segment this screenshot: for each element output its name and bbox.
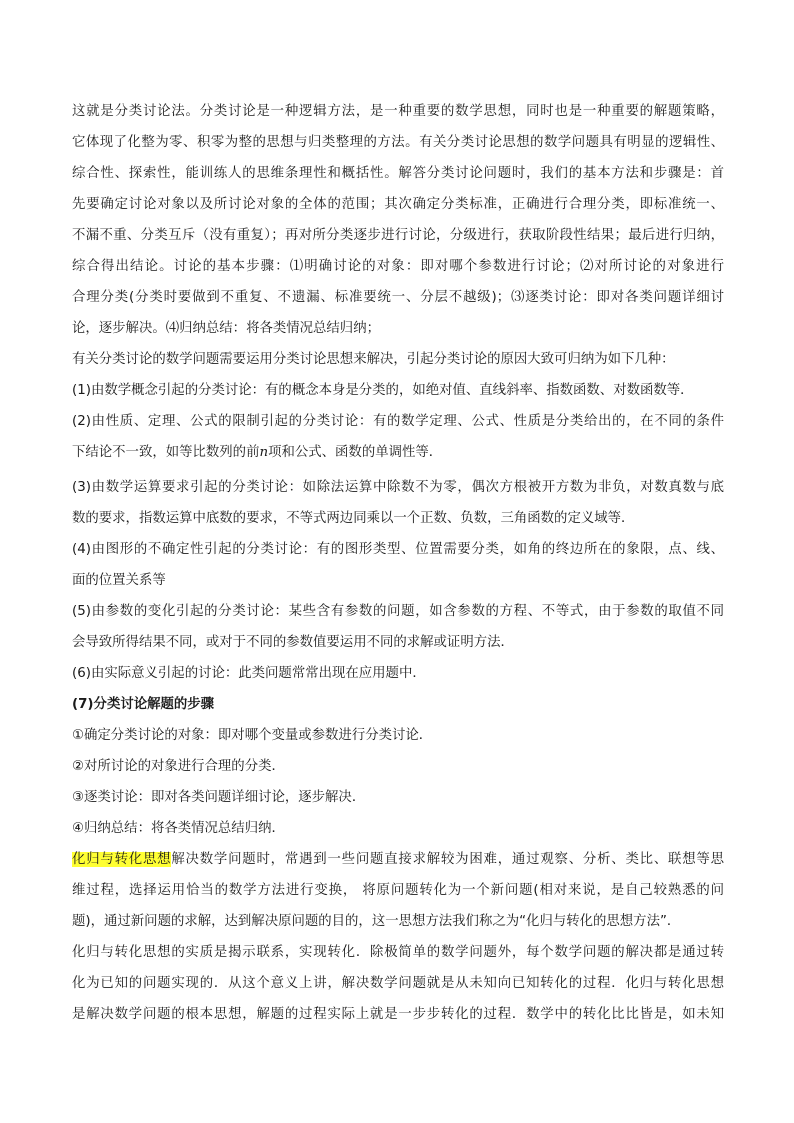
cause-2-line-2 <box>72 444 724 462</box>
highlighted-term: 化归与转化思想 <box>72 852 172 867</box>
cause-1: (1)由数学概念引起的分类讨论：有的概念本身是分类的，如绝对值、直线斜率、指数函数、对数函数等． <box>72 383 694 398</box>
step-2: ②对所讨论的对象进行合理的分类． <box>72 759 285 774</box>
essence-line: 化归与转化思想的实质是揭示联系，实现转化．除极简单的数学问题外，每个数学问题的解决都是通过转 <box>72 945 724 960</box>
cause-5-line-2: 会导致所得结果不同，或对于不同的参数值要运用不同的求解或证明方法． <box>72 635 514 650</box>
variable-n: n <box>259 445 269 460</box>
transform-line-2: 维过程，选择运用恰当的数学方法进行变换， 将原问题转化为一个新问题(相对来说，是自己较熟悉的问 <box>72 883 724 898</box>
paragraph-line: 它体现了化整为零、积零为整的思想与归类整理的方法。有关分类讨论思想的数学问题具有明显的逻辑性、 <box>72 135 724 150</box>
cause-4-line-2: 面的位置关系等 <box>72 573 166 588</box>
cause-5-line-1: (5)由参数的变化引起的分类讨论：某些含有参数的问题，如含参数的方程、不等式，由于参数的取值不同 <box>72 604 724 619</box>
intro-line: 有关分类讨论的数学问题需要运用分类讨论思想来解决，引起分类讨论的原因大致可归纳为如下几种： <box>72 352 675 367</box>
step-1: ①确定分类讨论的对象：即对哪个变量或参数进行分类讨论． <box>72 728 433 743</box>
essence-line: 是解决数学问题的根本思想，解题的过程实际上就是一步步转化的过程．数学中的转化比比皆是，如未知 <box>72 1007 724 1022</box>
essence-line: 化为已知的问题实现的．从这个意义上讲，解决数学问题就是从未知向已知转化的过程．化归与转化思想 <box>72 976 724 991</box>
paragraph-line: 这就是分类讨论法。分类讨论是一种逻辑方法，是一种重要的数学思想，同时也是一种重要的解题策略， <box>72 104 724 119</box>
paragraph-line: 不漏不重、分类互斥（没有重复）；再对所分类逐步进行讨论，分级进行，获取阶段性结果；最后进行归纳， <box>72 228 724 243</box>
transform-line-1 <box>72 851 724 869</box>
step-4: ④归纳总结：将各类情况总结归纳． <box>72 821 285 836</box>
cause-2-line-1: (2)由性质、定理、公式的限制引起的分类讨论：有的数学定理、公式、性质是分类给出的，在不同的条件 <box>72 414 724 429</box>
paragraph-line: 论，逐步解决。⑷归纳总结：将各类情况总结归纳； <box>72 321 380 336</box>
paragraph-line: 合理分类(分类时要做到不重复、不遗漏、标准要统一、分层不越级)；⑶逐类讨论：即对各类问题详细讨 <box>72 290 724 305</box>
cause-4-line-1: (4)由图形的不确定性引起的分类讨论：有的图形类型、位置需要分类，如角的终边所在的象限，点、线、 <box>72 542 724 557</box>
paragraph-line: 综合性、探索性，能训练人的思维条理性和概括性。解答分类讨论问题时，我们的基本方法和步骤是：首 <box>72 166 724 181</box>
transform-text: 解决数学问题时，常遇到一些问题直接求解较为困难，通过观察、分析、类比、联想等思 <box>171 852 724 867</box>
steps-heading: (7)分类讨论解题的步骤 <box>72 697 215 712</box>
cause-3-line-2: 数的要求，指数运算中底数的要求，不等式两边同乘以一个正数、负数，三角函数的定义域等． <box>72 511 635 526</box>
paragraph-line: 先要确定讨论对象以及所讨论对象的全体的范围；其次确定分类标准，正确进行合理分类，即标准统一、 <box>72 197 724 212</box>
cause-2-text-pre: 下结论不一致，如等比数列的前 <box>72 445 260 460</box>
transform-line-3: 题)，通过新问题的求解，达到解决原问题的目的，这一思想方法我们称之为“化归与转化的思想方法”． <box>72 914 681 929</box>
cause-2-text-post: 项和公式、函数的单调性等． <box>268 445 443 460</box>
paragraph-line: 综合得出结论。讨论的基本步骤：⑴明确讨论的对象：即对哪个参数进行讨论；⑵对所讨论的对象进行 <box>72 259 724 274</box>
cause-6: (6)由实际意义引起的讨论：此类问题常常出现在应用题中． <box>72 666 426 681</box>
cause-3-line-1: (3)由数学运算要求引起的分类讨论：如除法运算中除数不为零，偶次方根被开方数为非负，对数真数与底 <box>72 480 724 495</box>
step-3: ③逐类讨论：即对各类问题详细讨论，逐步解决． <box>72 790 366 805</box>
